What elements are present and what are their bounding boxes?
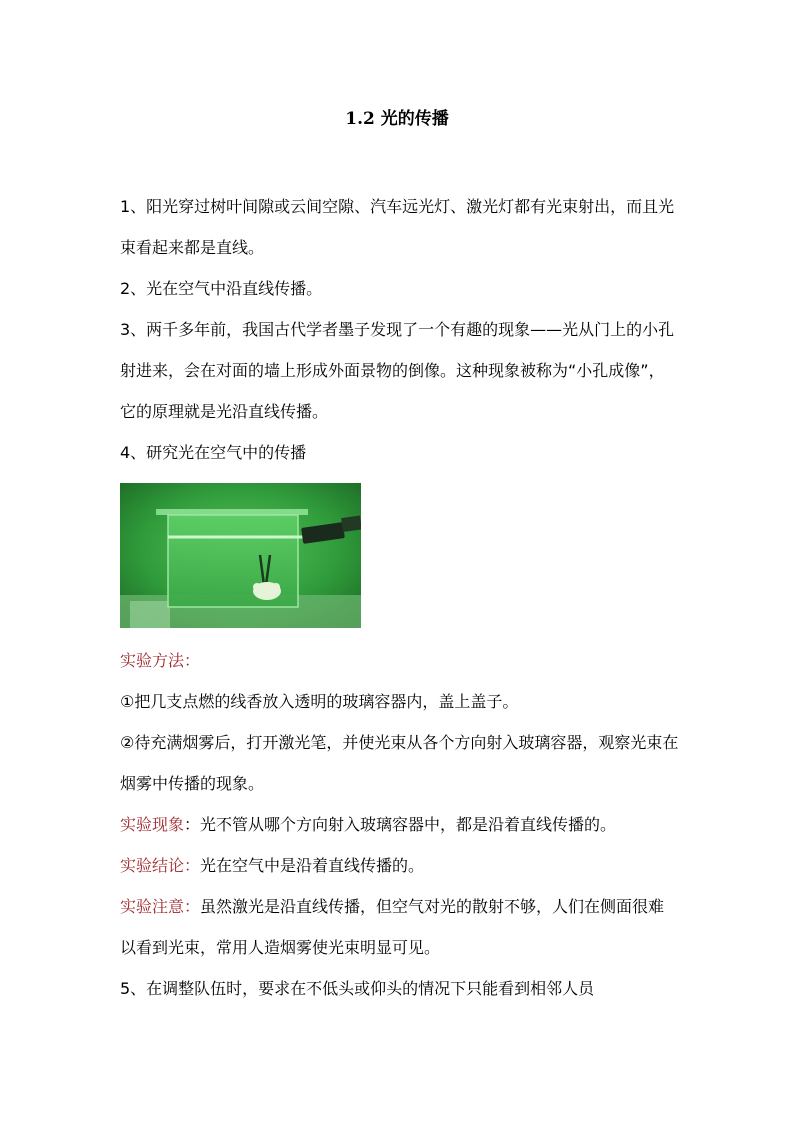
notice-line xyxy=(120,886,680,968)
conclusion-line xyxy=(120,845,680,886)
method-step-2: ②待充满烟雾后，打开激光笔，并使光束从各个方向射入玻璃容器，观察光束在烟雾中传播的现象。 xyxy=(120,733,679,793)
phenomenon-line xyxy=(120,804,680,845)
paragraph-2: 2、光在空气中沿直线传播。 xyxy=(120,279,323,298)
document-body xyxy=(120,186,680,1009)
notice-label: 实验注意： xyxy=(120,897,201,916)
phenomenon-label: 实验现象 xyxy=(120,815,185,834)
phenomenon-text: ：光不管从哪个方向射入玻璃容器中，都是沿着直线传播的。 xyxy=(184,815,617,834)
page-title: 1.2 光的传播 xyxy=(345,109,449,129)
experiment-photo xyxy=(120,483,361,628)
paragraph-4: 4、研究光在空气中的传播 xyxy=(120,443,307,462)
conclusion-text: 光在空气中是沿着直线传播的。 xyxy=(200,856,425,875)
paragraph-1: 1、阳光穿过树叶间隙或云间空隙、汽车远光灯、激光灯都有光束射出，而且光束看起来都是直线。 xyxy=(120,197,675,257)
notice-text: 虽然激光是沿直线传播，但空气对光的散射不够，人们在侧面很难以看到光束，常用人造烟雾使光束明显可见。 xyxy=(120,897,665,957)
method-step-1: ①把几支点燃的线香放入透明的玻璃容器内，盖上盖子。 xyxy=(120,692,519,711)
paragraph-3: 3、两千多年前，我国古代学者墨子发现了一个有趣的现象——光从门上的小孔射进来，会在对面的墙上形成外面景物的倒像。这种现象被称为“小孔成像”，它的原理就是光沿直线传播。 xyxy=(120,320,675,421)
laser-smoke-tank-image xyxy=(120,483,361,628)
method-label: 实验方法： xyxy=(120,651,201,670)
paragraph-5: 5、在调整队伍时，要求在不低头或仰头的情况下只能看到相邻人员 xyxy=(120,979,595,998)
conclusion-label: 实验结论： xyxy=(120,856,201,875)
